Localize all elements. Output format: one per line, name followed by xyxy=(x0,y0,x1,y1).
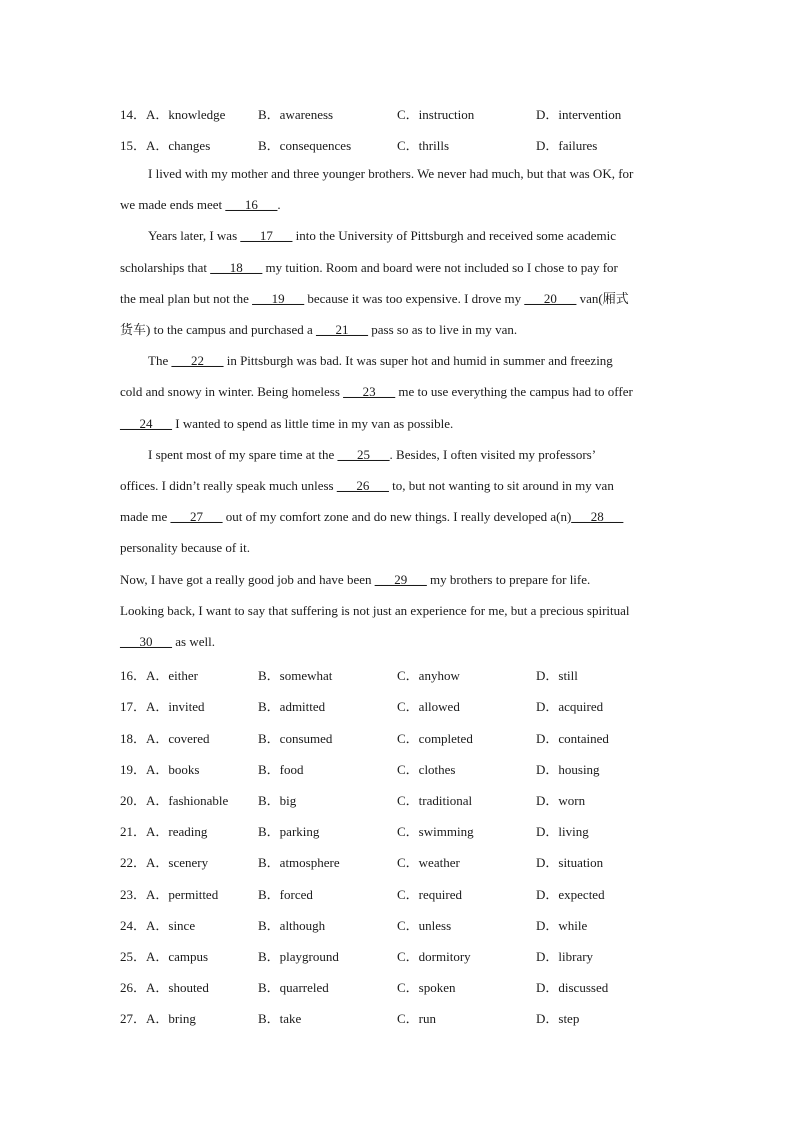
blank-23: ___23___ xyxy=(343,384,396,399)
option-a: 22．A．scenery xyxy=(120,855,209,870)
option-b: B．playground xyxy=(258,949,339,964)
option-b: B．awareness xyxy=(258,107,334,122)
question-row-15 xyxy=(120,135,680,151)
option-d: D．living xyxy=(536,824,589,839)
option-a: 20．A．fashionable xyxy=(120,793,229,808)
option-b: B．parking xyxy=(258,824,320,839)
option-d: D．step xyxy=(536,1011,580,1026)
passage-text: made me xyxy=(120,509,171,524)
passage-text: 货车) to the campus and purchased a xyxy=(120,322,317,337)
option-a: 17．A．invited xyxy=(120,699,205,714)
option-c: C．anyhow xyxy=(397,668,460,683)
question-row xyxy=(120,759,680,775)
passage-text: The xyxy=(148,353,172,368)
question-row-14 xyxy=(120,104,680,120)
option-c: C．dormitory xyxy=(397,949,471,964)
passage-text: me to use everything the campus had to offer xyxy=(395,384,633,399)
option-b: B．big xyxy=(258,793,297,808)
question-row xyxy=(120,728,680,744)
option-a: 18．A．covered xyxy=(120,731,210,746)
passage-text: Now, I have got a really good job and have been xyxy=(120,572,375,587)
passage-text: pass so as to live in my van. xyxy=(368,322,518,337)
option-a: 14．A．knowledge xyxy=(120,107,226,122)
blank-20: ___20___ xyxy=(524,291,577,306)
passage-line xyxy=(120,478,614,494)
option-b: B．although xyxy=(258,918,326,933)
blank-18: ___18___ xyxy=(210,260,263,275)
question-row xyxy=(120,946,680,962)
option-b: B．quarreled xyxy=(258,980,329,995)
passage-text: in Pittsburgh was bad. It was super hot and humid in summer and freezing xyxy=(223,353,613,368)
option-d: D．housing xyxy=(536,762,600,777)
option-c: C．required xyxy=(397,887,462,902)
option-a: 19．A．books xyxy=(120,762,200,777)
question-row xyxy=(120,821,680,837)
option-c: C．run xyxy=(397,1011,437,1026)
option-d: D．expected xyxy=(536,887,605,902)
passage-line xyxy=(148,166,633,182)
option-b: B．food xyxy=(258,762,304,777)
option-c: C．unless xyxy=(397,918,452,933)
option-d: D．intervention xyxy=(536,107,622,122)
option-d: D．worn xyxy=(536,793,586,808)
option-b: B．forced xyxy=(258,887,313,902)
passage-text: I spent most of my spare time at the xyxy=(148,447,338,462)
blank-28: ___28___ xyxy=(571,509,624,524)
question-row xyxy=(120,852,680,868)
passage-text: we made ends meet xyxy=(120,197,226,212)
option-a: 16．A．either xyxy=(120,668,198,683)
blank-30: ___30___ xyxy=(120,634,172,649)
option-b: B．admitted xyxy=(258,699,326,714)
option-c: C．traditional xyxy=(397,793,473,808)
passage-line xyxy=(148,353,613,369)
option-c: C．spoken xyxy=(397,980,456,995)
option-d: D．situation xyxy=(536,855,604,870)
passage-text: my tuition. Room and board were not included so I chose to pay for xyxy=(262,260,618,275)
passage-text: . Besides, I often visited my professors’ xyxy=(389,447,597,462)
blank-17: ___17___ xyxy=(240,228,293,243)
blank-29: ___29___ xyxy=(374,572,427,587)
passage-text: offices. I didn’t really speak much unless xyxy=(120,478,337,493)
blank-22: ___22___ xyxy=(171,353,224,368)
blank-25: ___25___ xyxy=(337,447,390,462)
option-a: 27．A．bring xyxy=(120,1011,196,1026)
option-d: D．still xyxy=(536,668,578,683)
option-b: B．consequences xyxy=(258,138,352,153)
passage-line xyxy=(148,228,616,244)
blank-21: ___21___ xyxy=(316,322,369,337)
blank-27: ___27___ xyxy=(170,509,223,524)
passage-text: my brothers to prepare for life. xyxy=(426,572,591,587)
passage-text: cold and snowy in winter. Being homeless xyxy=(120,384,344,399)
passage-text: as well. xyxy=(172,634,215,649)
blank-19: ___19___ xyxy=(252,291,305,306)
option-c: C．thrills xyxy=(397,138,450,153)
blank-24: ___24___ xyxy=(120,416,172,431)
passage-text: I wanted to spend as little time in my van as possible. xyxy=(172,416,454,431)
passage-text: out of my comfort zone and do new things. I really developed a(n) xyxy=(222,509,572,524)
option-d: D．acquired xyxy=(536,699,604,714)
option-b: B．take xyxy=(258,1011,302,1026)
option-a: 23．A．permitted xyxy=(120,887,219,902)
passage-line xyxy=(120,540,250,556)
passage-text: into the University of Pittsburgh and received some academic xyxy=(292,228,616,243)
option-b: B．consumed xyxy=(258,731,333,746)
question-row xyxy=(120,665,680,681)
option-c: C．completed xyxy=(397,731,473,746)
passage-text: personality because of it. xyxy=(120,540,250,555)
passage-line xyxy=(120,509,623,525)
option-d: D．discussed xyxy=(536,980,609,995)
passage-line xyxy=(148,447,596,463)
passage-line xyxy=(120,416,453,432)
option-a: 21．A．reading xyxy=(120,824,208,839)
passage-text: to, but not wanting to sit around in my van xyxy=(388,478,614,493)
passage-line xyxy=(120,197,281,213)
option-c: C．instruction xyxy=(397,107,475,122)
passage-line xyxy=(120,572,590,588)
question-row xyxy=(120,977,680,993)
option-a: 24．A．since xyxy=(120,918,196,933)
question-row xyxy=(120,696,680,712)
option-c: C．swimming xyxy=(397,824,474,839)
question-row xyxy=(120,884,680,900)
passage-line xyxy=(120,322,517,338)
passage-text: I lived with my mother and three younger brothers. We never had much, but that was OK, for xyxy=(148,166,634,181)
option-d: D．failures xyxy=(536,138,598,153)
passage-line xyxy=(120,634,215,650)
passage-text: the meal plan but not the xyxy=(120,291,253,306)
blank-26: ___26___ xyxy=(336,478,389,493)
blank-16: ___16___ xyxy=(225,197,278,212)
passage-line xyxy=(120,291,629,307)
option-d: D．contained xyxy=(536,731,609,746)
passage-line xyxy=(120,260,618,276)
passage-text: . xyxy=(277,197,281,212)
option-a: 26．A．shouted xyxy=(120,980,209,995)
passage-text: because it was too expensive. I drove my xyxy=(304,291,525,306)
passage-line xyxy=(120,603,630,619)
passage-text: Years later, I was xyxy=(148,228,241,243)
passage-text: scholarships that xyxy=(120,260,211,275)
question-row xyxy=(120,790,680,806)
option-c: C．clothes xyxy=(397,762,456,777)
option-d: D．library xyxy=(536,949,594,964)
question-row xyxy=(120,1008,680,1024)
option-b: B．somewhat xyxy=(258,668,333,683)
option-a: 25．A．campus xyxy=(120,949,209,964)
option-c: C．weather xyxy=(397,855,460,870)
passage-line xyxy=(120,384,633,400)
passage-text: van(厢式 xyxy=(576,291,629,306)
option-c: C．allowed xyxy=(397,699,460,714)
question-row xyxy=(120,915,680,931)
option-a: 15．A．changes xyxy=(120,138,211,153)
option-b: B．atmosphere xyxy=(258,855,340,870)
passage-text: Looking back, I want to say that suffering is not just an experience for me, but a precious spiritual xyxy=(120,603,630,618)
option-d: D．while xyxy=(536,918,588,933)
